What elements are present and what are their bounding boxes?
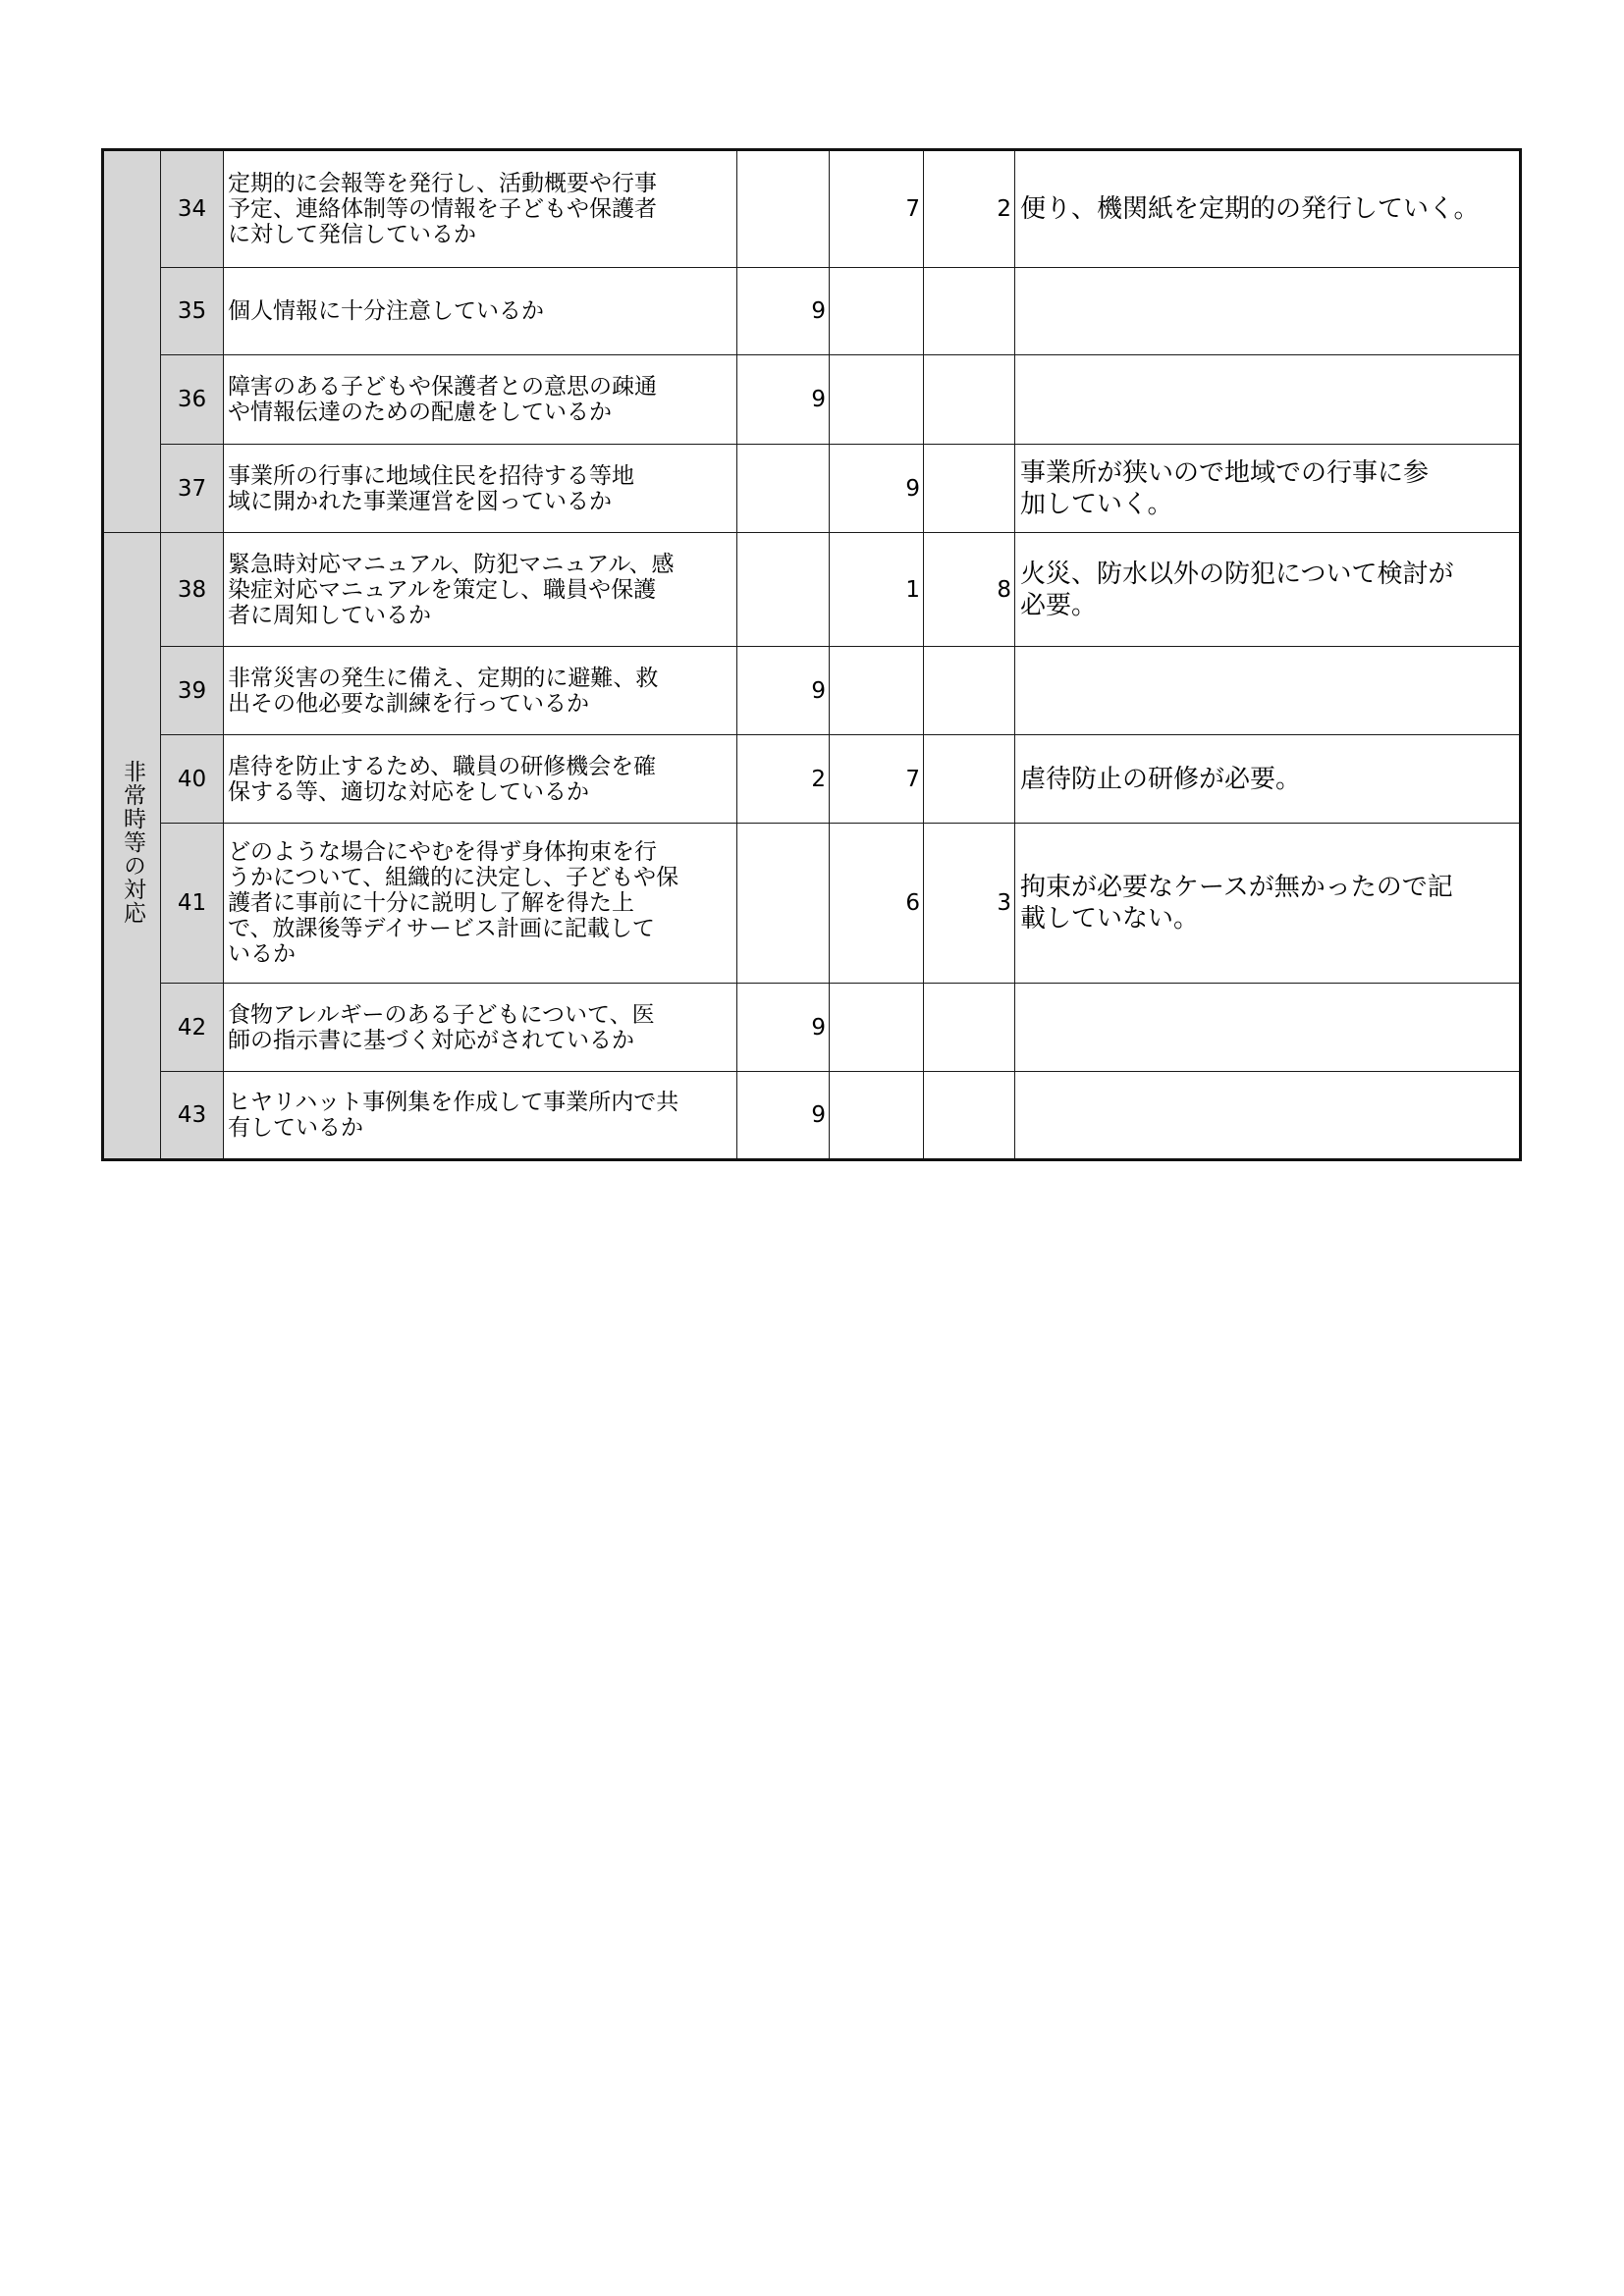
count-cell-3 (924, 735, 1015, 824)
count-cell-3: 3 (924, 824, 1015, 984)
count-cell-2 (830, 984, 924, 1072)
item-question: 事業所の行事に地域住民を招待する等地 域に開かれた事業運営を図っているか (224, 445, 737, 533)
section-cell (103, 533, 161, 1160)
count-cell-3 (924, 984, 1015, 1072)
count-cell-3 (924, 1072, 1015, 1160)
table-row (103, 445, 1521, 533)
item-number: 35 (161, 268, 224, 355)
item-number: 41 (161, 824, 224, 984)
item-question: 食物アレルギーのある子どもについて、医 師の指示書に基づく対応がされているか (224, 984, 737, 1072)
count-cell-1: 9 (737, 1072, 830, 1160)
count-cell-2 (830, 268, 924, 355)
count-cell-1: 9 (737, 647, 830, 735)
count-cell-1: 2 (737, 735, 830, 824)
count-cell-2: 7 (830, 735, 924, 824)
count-cell-3: 2 (924, 150, 1015, 268)
count-cell-3: 8 (924, 533, 1015, 647)
item-number: 43 (161, 1072, 224, 1160)
item-question: 障害のある子どもや保護者との意思の疎通 や情報伝達のための配慮をしているか (224, 355, 737, 445)
comment-cell: 拘束が必要なケースが無かったので記 載していない。 (1015, 824, 1521, 984)
section-cell (103, 150, 161, 533)
evaluation-table (101, 148, 1522, 1161)
item-number: 42 (161, 984, 224, 1072)
count-cell-2: 1 (830, 533, 924, 647)
comment-cell: 火災、防水以外の防犯について検討が 必要。 (1015, 533, 1521, 647)
count-cell-1: 9 (737, 268, 830, 355)
count-cell-1 (737, 150, 830, 268)
count-cell-1: 9 (737, 355, 830, 445)
table-row (103, 533, 1521, 647)
table-row (103, 984, 1521, 1072)
comment-cell: 事業所が狭いので地域での行事に参 加していく。 (1015, 445, 1521, 533)
item-question: 虐待を防止するため、職員の研修機会を確 保する等、適切な対応をしているか (224, 735, 737, 824)
table-row (103, 355, 1521, 445)
item-question: 非常災害の発生に備え、定期的に避難、救 出その他必要な訓練を行っているか (224, 647, 737, 735)
item-number: 38 (161, 533, 224, 647)
count-cell-2 (830, 647, 924, 735)
count-cell-2 (830, 1072, 924, 1160)
count-cell-1 (737, 533, 830, 647)
item-question: 緊急時対応マニュアル、防犯マニュアル、感 染症対応マニュアルを策定し、職員や保護 者に周知しているか (224, 533, 737, 647)
section-label: 非常時等の対応 (120, 759, 145, 925)
count-cell-1 (737, 824, 830, 984)
table-row (103, 268, 1521, 355)
comment-cell: 虐待防止の研修が必要。 (1015, 735, 1521, 824)
table-row (103, 150, 1521, 268)
item-number: 39 (161, 647, 224, 735)
count-cell-2 (830, 355, 924, 445)
item-number: 34 (161, 150, 224, 268)
count-cell-3 (924, 355, 1015, 445)
count-cell-2: 6 (830, 824, 924, 984)
item-question: どのような場合にやむを得ず身体拘束を行 うかについて、組織的に決定し、子どもや保 護者に事前に十分に説明し了解を得た上 で、放課後等デイサービス計画に記載して いるか (224, 824, 737, 984)
item-number: 37 (161, 445, 224, 533)
count-cell-2: 7 (830, 150, 924, 268)
count-cell-3 (924, 647, 1015, 735)
comment-cell (1015, 984, 1521, 1072)
count-cell-3 (924, 268, 1015, 355)
item-question: 定期的に会報等を発行し、活動概要や行事 予定、連絡体制等の情報を子どもや保護者 に対して発信しているか (224, 150, 737, 268)
table-row (103, 1072, 1521, 1160)
count-cell-1: 9 (737, 984, 830, 1072)
comment-cell (1015, 355, 1521, 445)
item-number: 36 (161, 355, 224, 445)
count-cell-1 (737, 445, 830, 533)
item-question: 個人情報に十分注意しているか (224, 268, 737, 355)
table-row (103, 824, 1521, 984)
comment-cell (1015, 268, 1521, 355)
count-cell-2: 9 (830, 445, 924, 533)
count-cell-3 (924, 445, 1015, 533)
comment-cell: 便り、機関紙を定期的の発行していく。 (1015, 150, 1521, 268)
item-number: 40 (161, 735, 224, 824)
table-row (103, 647, 1521, 735)
comment-cell (1015, 647, 1521, 735)
item-question: ヒヤリハット事例集を作成して事業所内で共 有しているか (224, 1072, 737, 1160)
table-row (103, 735, 1521, 824)
comment-cell (1015, 1072, 1521, 1160)
